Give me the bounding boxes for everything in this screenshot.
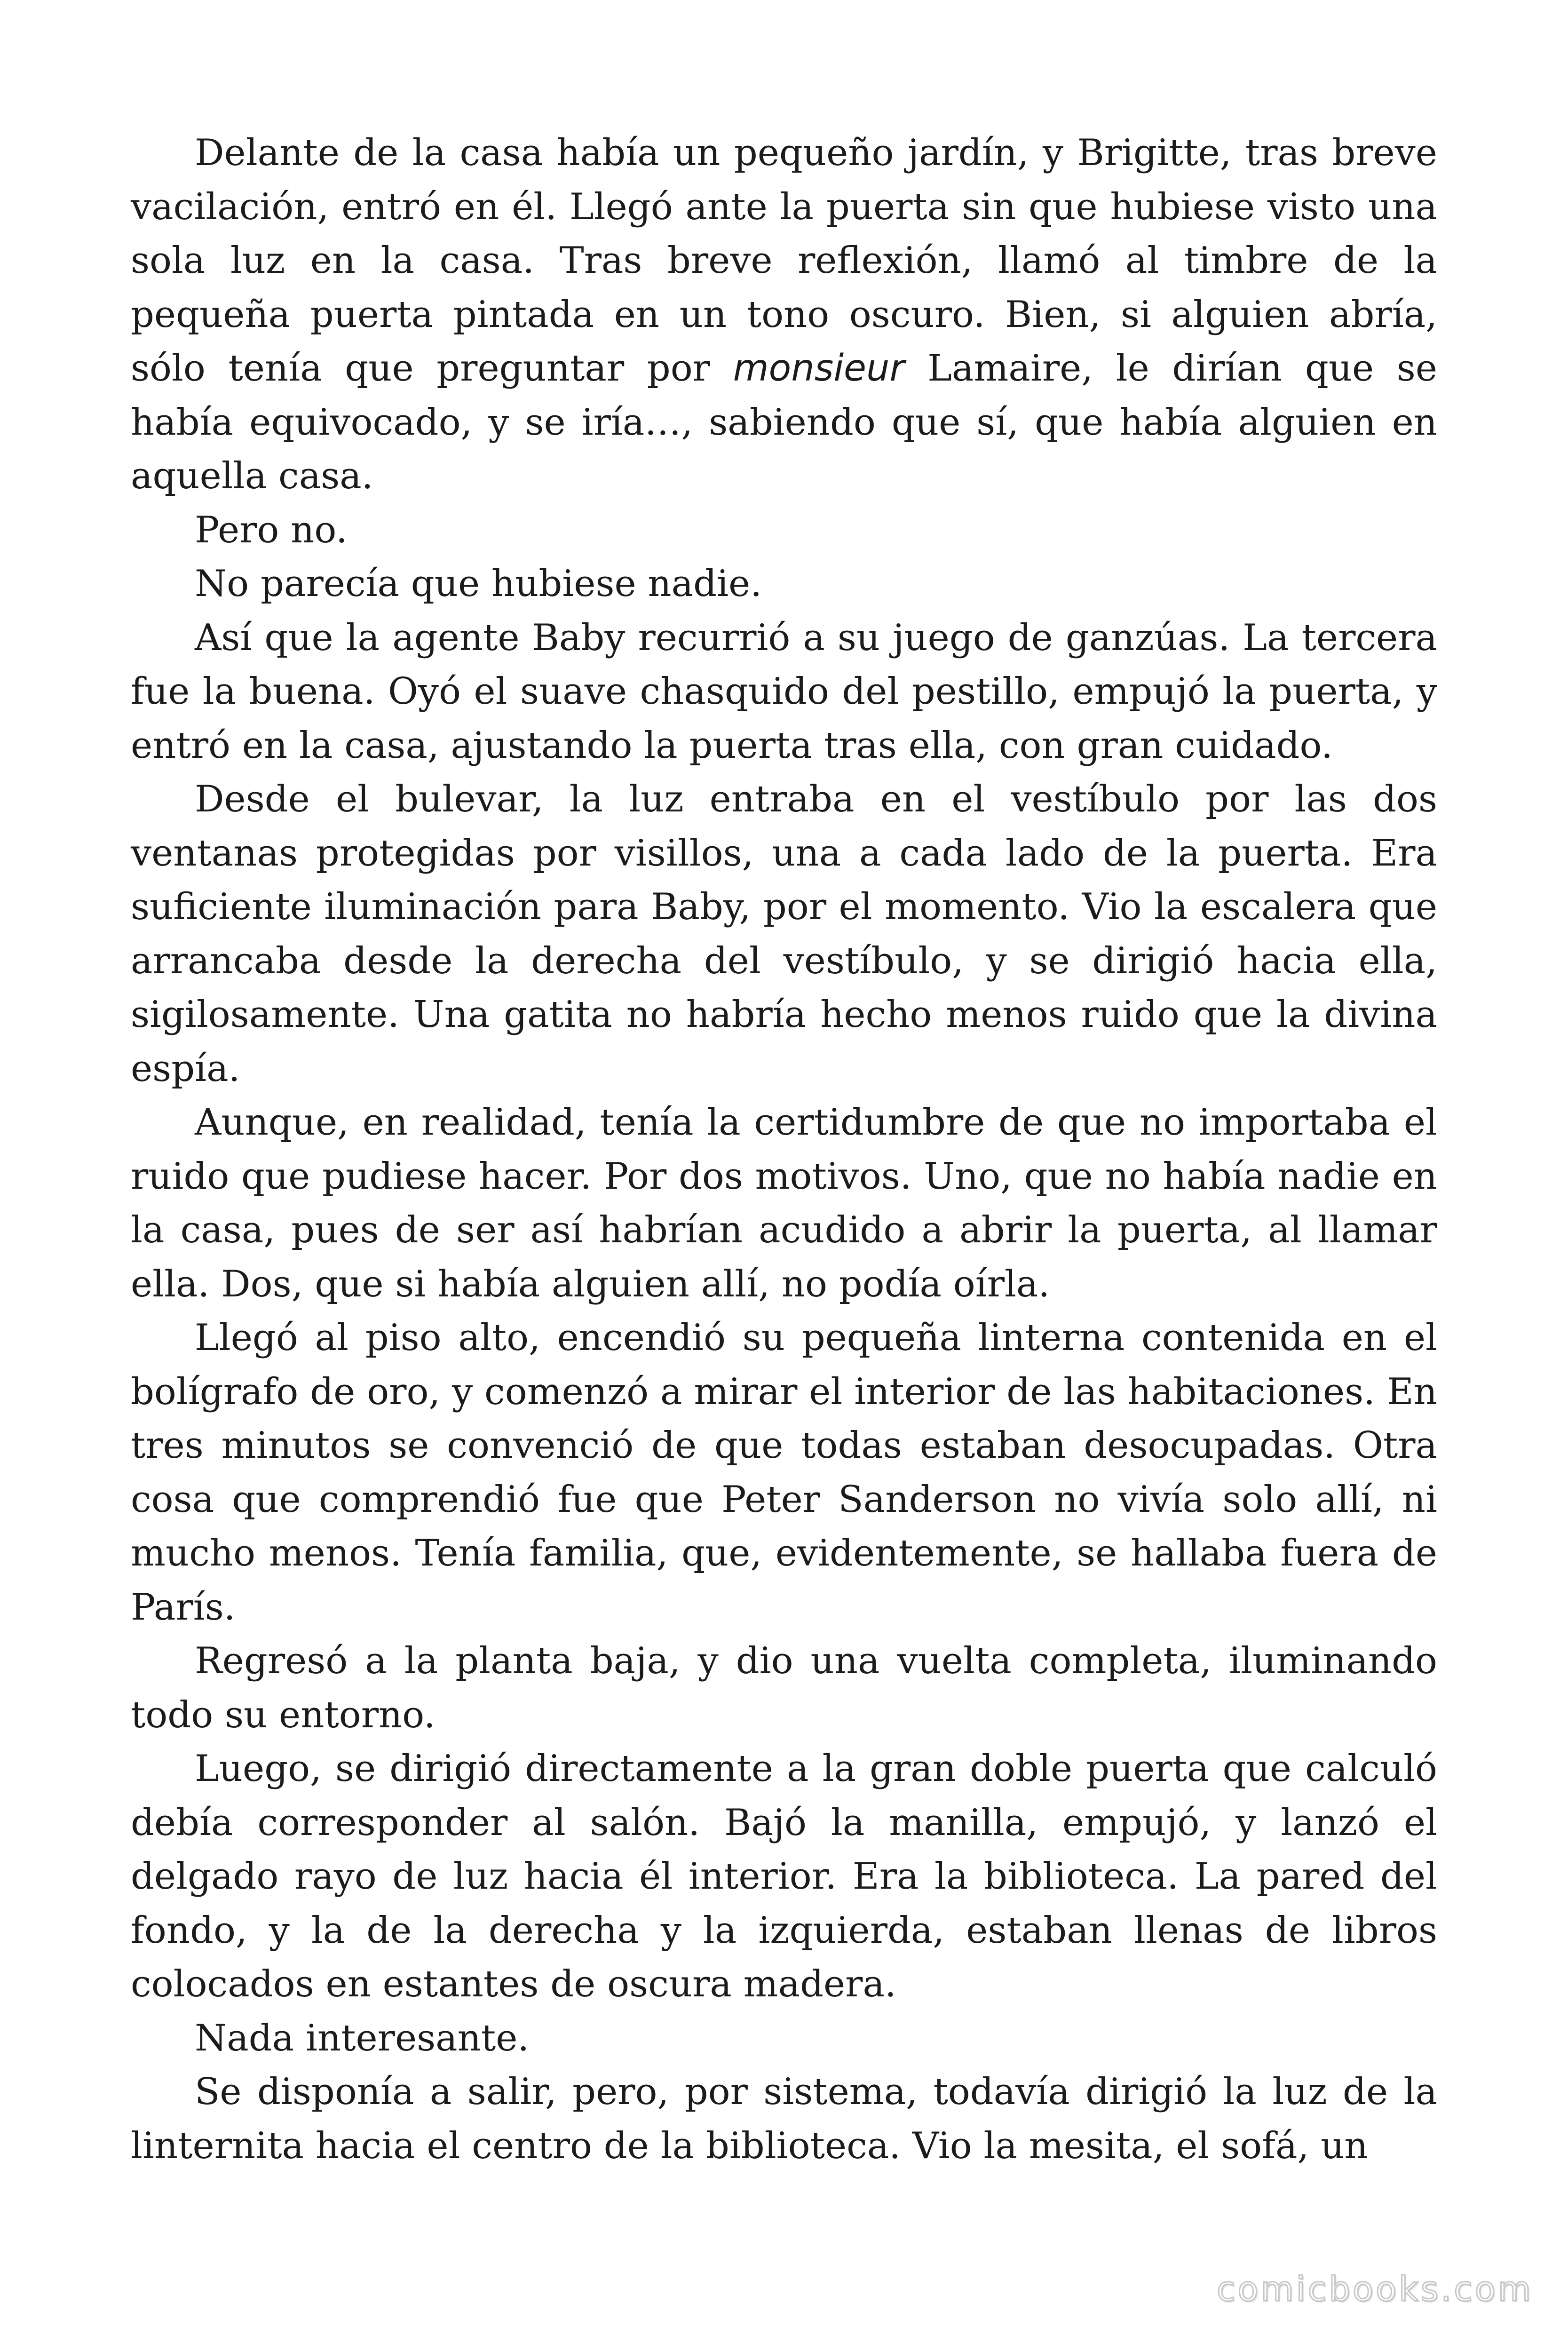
paragraph-1-italic-word: monsieur: [733, 347, 905, 389]
paragraph-5: Desde el bulevar, la luz entraba en el vestíbulo por las dos ventanas protegidas por visillos, una a cada lado de la puerta. Era suficiente iluminación para Baby, por el momento. Vio la escalera que arrancaba desde la derecha del vestíbulo, y se dirigió hacia ella, sigilosamente. Una gatita no habría hecho menos ruido que la divina espía.: [131, 778, 1437, 1090]
paragraph-6: Aunque, en realidad, tenía la certidumbre de que no importaba el ruido que pudiese hacer. Por dos motivos. Uno, que no había nadie en la casa, pues de ser así habrían acudido a abrir la puerta, al llamar ella. Dos, que si había alguien allí, no podía oírla.: [131, 1101, 1437, 1305]
page-body-text: [131, 126, 1437, 2173]
paragraph-10: Nada interesante.: [195, 2017, 530, 2059]
watermark: comicbooks.com: [1216, 2269, 1533, 2309]
paragraph-1-text-after: Lamaire, le dirían que se había equivocado, y se iría…, sabiendo que sí, que había alguien en aquella casa.: [131, 347, 1437, 497]
paragraph-11: Se disponía a salir, pero, por sistema, todavía dirigió la luz de la linternita hacia el centro de la biblioteca. Vio la mesita, el sofá, un: [131, 2071, 1437, 2167]
paragraph-8: Regresó a la planta baja, y dio una vuelta completa, iluminando todo su entorno.: [131, 1640, 1437, 1736]
paragraph-9: Luego, se dirigió directamente a la gran doble puerta que calculó debía corresponder al salón. Bajó la manilla, empujó, y lanzó el delgado rayo de luz hacia él interior. Era la biblioteca. La pared del fondo, y la de la derecha y la izquierda, estaban llenas de libros colocados en estantes de oscura madera.: [131, 1748, 1437, 2005]
paragraph-2: Pero no.: [195, 509, 348, 551]
paragraph-1-text-before: Delante de la casa había un pequeño jardín, y Brigitte, tras breve vacilación, entró en él. Llegó ante la puerta sin que hubiese visto una sola luz en la casa. Tras breve reflexión, llamó al timbre de la pequeña puerta pintada en un tono oscuro. Bien, si alguien abría, sólo tenía que preguntar por: [131, 132, 1437, 389]
paragraph-7: Llegó al piso alto, encendió su pequeña linterna contenida en el bolígrafo de oro, y comenzó a mirar el interior de las habitaciones. En tres minutos se convenció de que todas estaban desocupadas. Otra cosa que comprendió fue que Peter Sanderson no vivía solo allí, ni mucho menos. Tenía familia, que, evidentemente, se hallaba fuera de París.: [131, 1317, 1437, 1629]
paragraph-1: [131, 126, 1437, 503]
paragraph-4: Así que la agente Baby recurrió a su juego de ganzúas. La tercera fue la buena. Oyó el suave chasquido del pestillo, empujó la puerta, y entró en la casa, ajustando la puerta tras ella, con gran cuidado.: [131, 616, 1437, 767]
paragraph-3: No parecía que hubiese nadie.: [195, 563, 762, 605]
